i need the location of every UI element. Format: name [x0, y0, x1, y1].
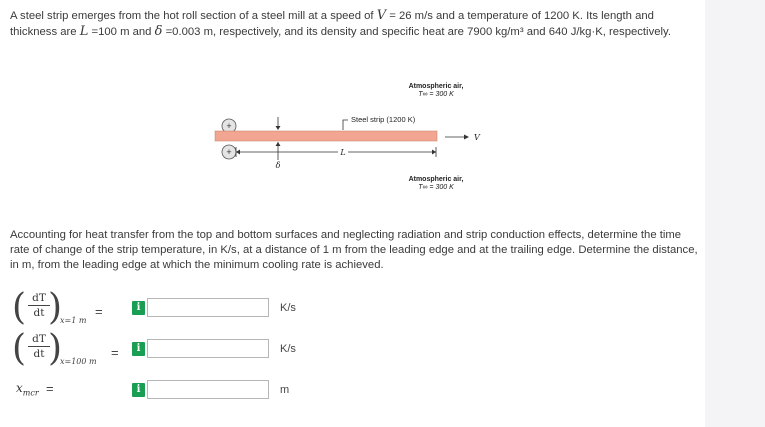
info-icon[interactable]: i	[132, 301, 145, 315]
equals-sign: =	[46, 381, 54, 396]
info-icon[interactable]: i	[132, 383, 145, 397]
answer-row-2: ( $\frac{dT}{dt}$ ) x=100 m = i K/s	[12, 328, 296, 369]
rate-at-1m-input[interactable]	[147, 298, 269, 317]
equals-sign: =	[95, 304, 103, 319]
unit-label: K/s	[280, 302, 296, 314]
length-label: L	[340, 148, 346, 157]
info-icon[interactable]: i	[132, 342, 145, 356]
strip-leader-line	[343, 120, 348, 130]
problem-statement: A steel strip emerges from the hot roll section of a steel mill at a speed of V = 26 m/s and a temperature of 1200 K. Its length and thickness are L =100 m and δ =0.003 m, respectively, and its density and specific heat are 7900 kg/m³ and 640 J/kg·K, respectively.	[10, 8, 671, 39]
thickness-label: δ	[275, 161, 281, 170]
answer-row-3	[0, 372, 700, 412]
steel-strip	[215, 131, 437, 141]
question-text: Accounting for heat transfer from the top and bottom surfaces and neglecting radiation and strip conduction effects, determine the time rate of change of the strip temperature, in K/s, at a distance of 1 m from the leading edge and at the trailing edge. Determine the distance, in m, from the leading edge at which the minimum cooling rate is achieved.	[10, 229, 698, 271]
page-margin	[705, 0, 765, 427]
equals-sign: =	[111, 345, 119, 360]
bottom-air-label-1: Atmospheric air,	[408, 176, 464, 183]
bottom-air-label-2: T∞ = 300 K	[418, 184, 454, 191]
xmcr-label: $x_{mcr}$	[16, 381, 39, 398]
unit-label: m	[280, 384, 290, 396]
top-roller-symbol: +	[226, 121, 232, 131]
rate-at-100m-input[interactable]	[147, 339, 269, 358]
bottom-roller-symbol: +	[226, 147, 232, 157]
steel-strip-figure	[210, 78, 510, 203]
answer-row-1: ( $\frac{dT}{dt}$ ) x=1 m = i K/s	[12, 287, 296, 328]
top-air-label-2: T∞ = 300 K	[418, 91, 454, 98]
top-air-label-1: Atmospheric air,	[408, 83, 464, 90]
velocity-label: V	[474, 133, 480, 142]
unit-label: K/s	[280, 343, 296, 355]
xmcr-input[interactable]	[147, 380, 269, 399]
strip-label: Steel strip (1200 K)	[351, 115, 416, 124]
